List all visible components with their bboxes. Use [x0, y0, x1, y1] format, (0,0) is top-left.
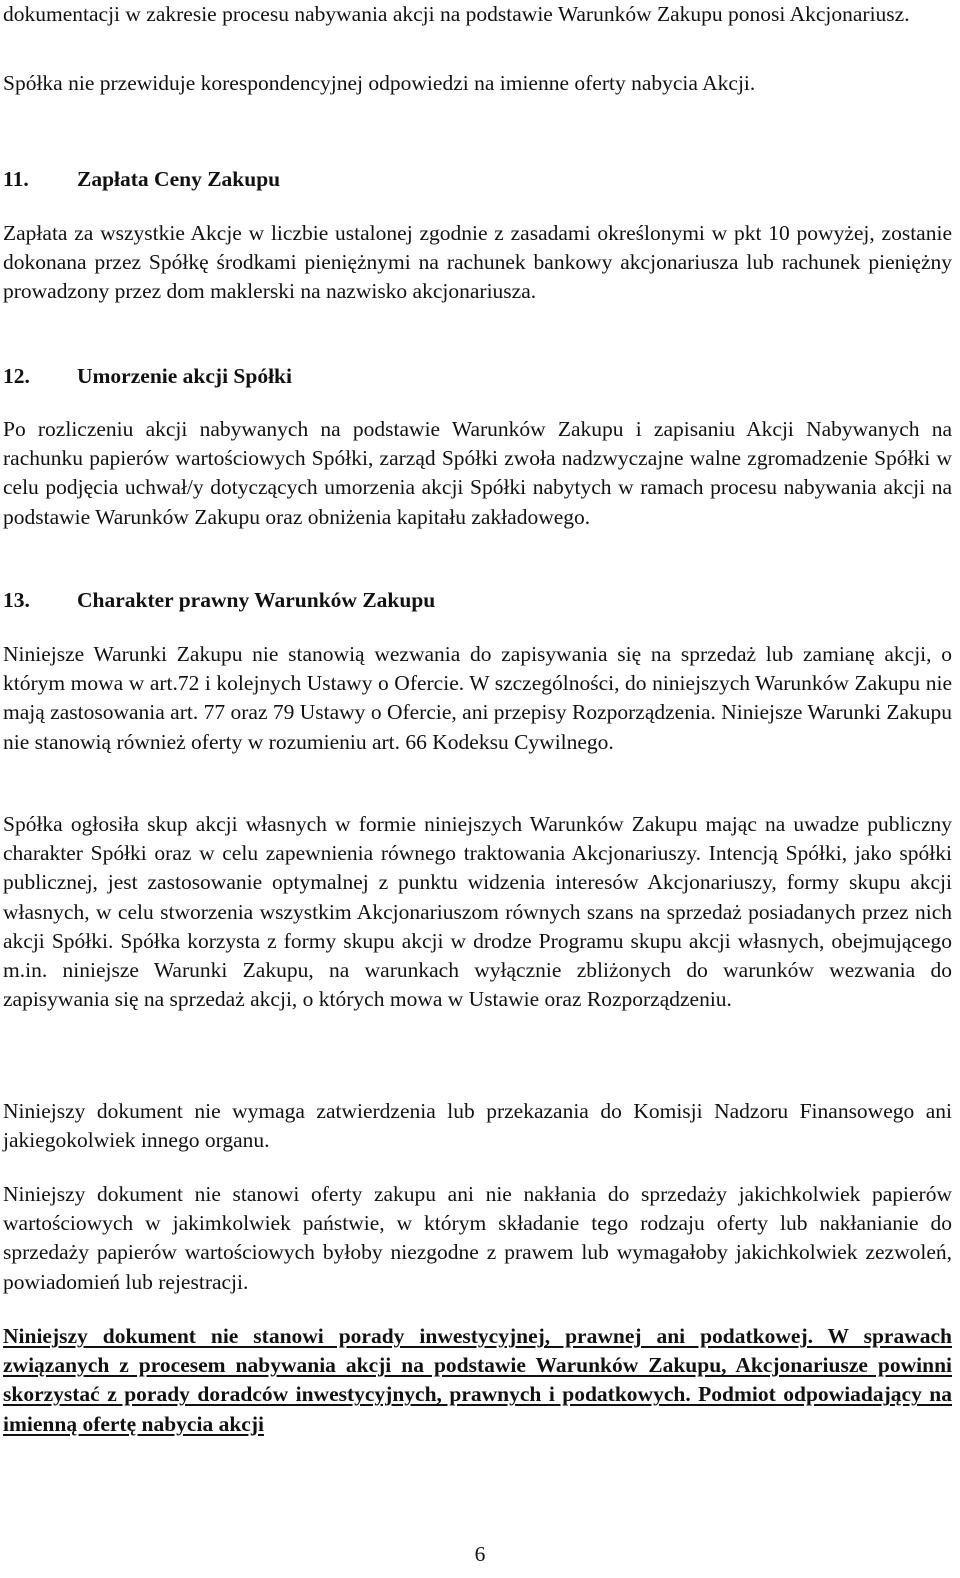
disclaimer-paragraph: Niniejszy dokument nie stanowi porady inwestycyjnej, prawnej ani podatkowej. W sprawach związanych z procesem nabywania akcji na podstawie Warunków Zakupu, Akcjonariusze powinni skorzystać z porady doradców inwestycyjnych, prawnych i podatkowych. Podmiot odpowiadający na imienną ofertę nabycia akcji: [3, 1324, 952, 1436]
section-11-number: 11.: [3, 167, 29, 191]
section-11-heading: [3, 165, 952, 194]
section-12-paragraph-1: Po rozliczeniu akcji nabywanych na podstawie Warunków Zakupu i zapisaniu Akcji Nabywanych na rachunku papierów wartościowych Spółki, zarząd Spółki zwoła nadzwyczajne walne zgromadzenie Spółki w celu podjęcia uchwał/y dotyczących umorzenia akcji Spółki nabytych w ramach procesu nabywania akcji na podstawie Warunków Zakupu oraz obniżenia kapitału zakładowego.: [3, 417, 952, 529]
section-13-title: Charakter prawny Warunków Zakupu: [77, 588, 436, 612]
section-11-paragraph-1: Zapłata za wszystkie Akcje w liczbie ustalonej zgodnie z zasadami określonymi w pkt 10 powyżej, zostanie dokonana przez Spółkę środkami pieniężnymi na rachunek bankowy akcjonariusza lub rachunek pieniężny prowadzony przez dom maklerski na nazwisko akcjonariusza.: [3, 221, 952, 304]
page-number: 6: [474, 1542, 486, 1566]
section-12-number: 12.: [3, 364, 30, 388]
intro-paragraph-2: Spółka nie przewiduje korespondencyjnej odpowiedzi na imienne oferty nabycia Akcji.: [3, 71, 756, 95]
section-11-title: Zapłata Ceny Zakupu: [77, 167, 281, 191]
section-13-paragraph-2: Spółka ogłosiła skup akcji własnych w formie niniejszych Warunków Zakupu mając na uwadze publiczny charakter Spółki oraz w celu zapewnienia równego traktowania Akcjonariuszy. Intencją Spółki, jako spółki publicznej, jest zastosowanie optymalnej z punktu widzenia interesów Akcjonariuszy, formy skupu akcji własnych, w celu stworzenia wszystkim Akcjonariuszom równych szans na sprzedaż posiadanych przez nich akcji Spółki. Spółka korzysta z formy skupu akcji w drodze Programu skupu akcji własnych, obejmującego m.in. niniejsze Warunki Zakupu, na warunkach wyłącznie zbliżonych do warunków wezwania do zapisywania się na sprzedaż akcji, o których mowa w Ustawie oraz Rozporządzeniu.: [3, 812, 952, 1012]
section-12-heading: [3, 362, 952, 391]
section-13-heading: [3, 586, 952, 615]
section-13-paragraph-1: Niniejsze Warunki Zakupu nie stanowią wezwania do zapisywania się na sprzedaż lub zamianę akcji, o którym mowa w art.72 i kolejnych Ustawy o Ofercie. W szczególności, do niniejszych Warunków Zakupu nie mają zastosowania art. 77 oraz 79 Ustawy o Ofercie, ani przepisy Rozporządzenia. Niniejsze Warunki Zakupu nie stanowią również oferty w rozumieniu art. 66 Kodeksu Cywilnego.: [3, 642, 952, 754]
intro-paragraph-1: dokumentacji w zakresie procesu nabywania akcji na podstawie Warunków Zakupu ponosi Akcjonariusz.: [3, 2, 910, 26]
section-13-paragraph-4: Niniejszy dokument nie stanowi oferty zakupu ani nie nakłania do sprzedaży jakichkolwiek papierów wartościowych w jakimkolwiek państwie, w którym składanie tego rodzaju oferty lub nakłanianie do sprzedaży papierów wartościowych byłoby niezgodne z prawem lub wymagałoby jakichkolwiek zezwoleń, powiadomień lub rejestracji.: [3, 1182, 952, 1294]
section-12-title: Umorzenie akcji Spółki: [77, 364, 292, 388]
section-13-paragraph-3: Niniejszy dokument nie wymaga zatwierdzenia lub przekazania do Komisji Nadzoru Finansowego ani jakiegokolwiek innego organu.: [3, 1099, 952, 1153]
section-13-number: 13.: [3, 588, 30, 612]
